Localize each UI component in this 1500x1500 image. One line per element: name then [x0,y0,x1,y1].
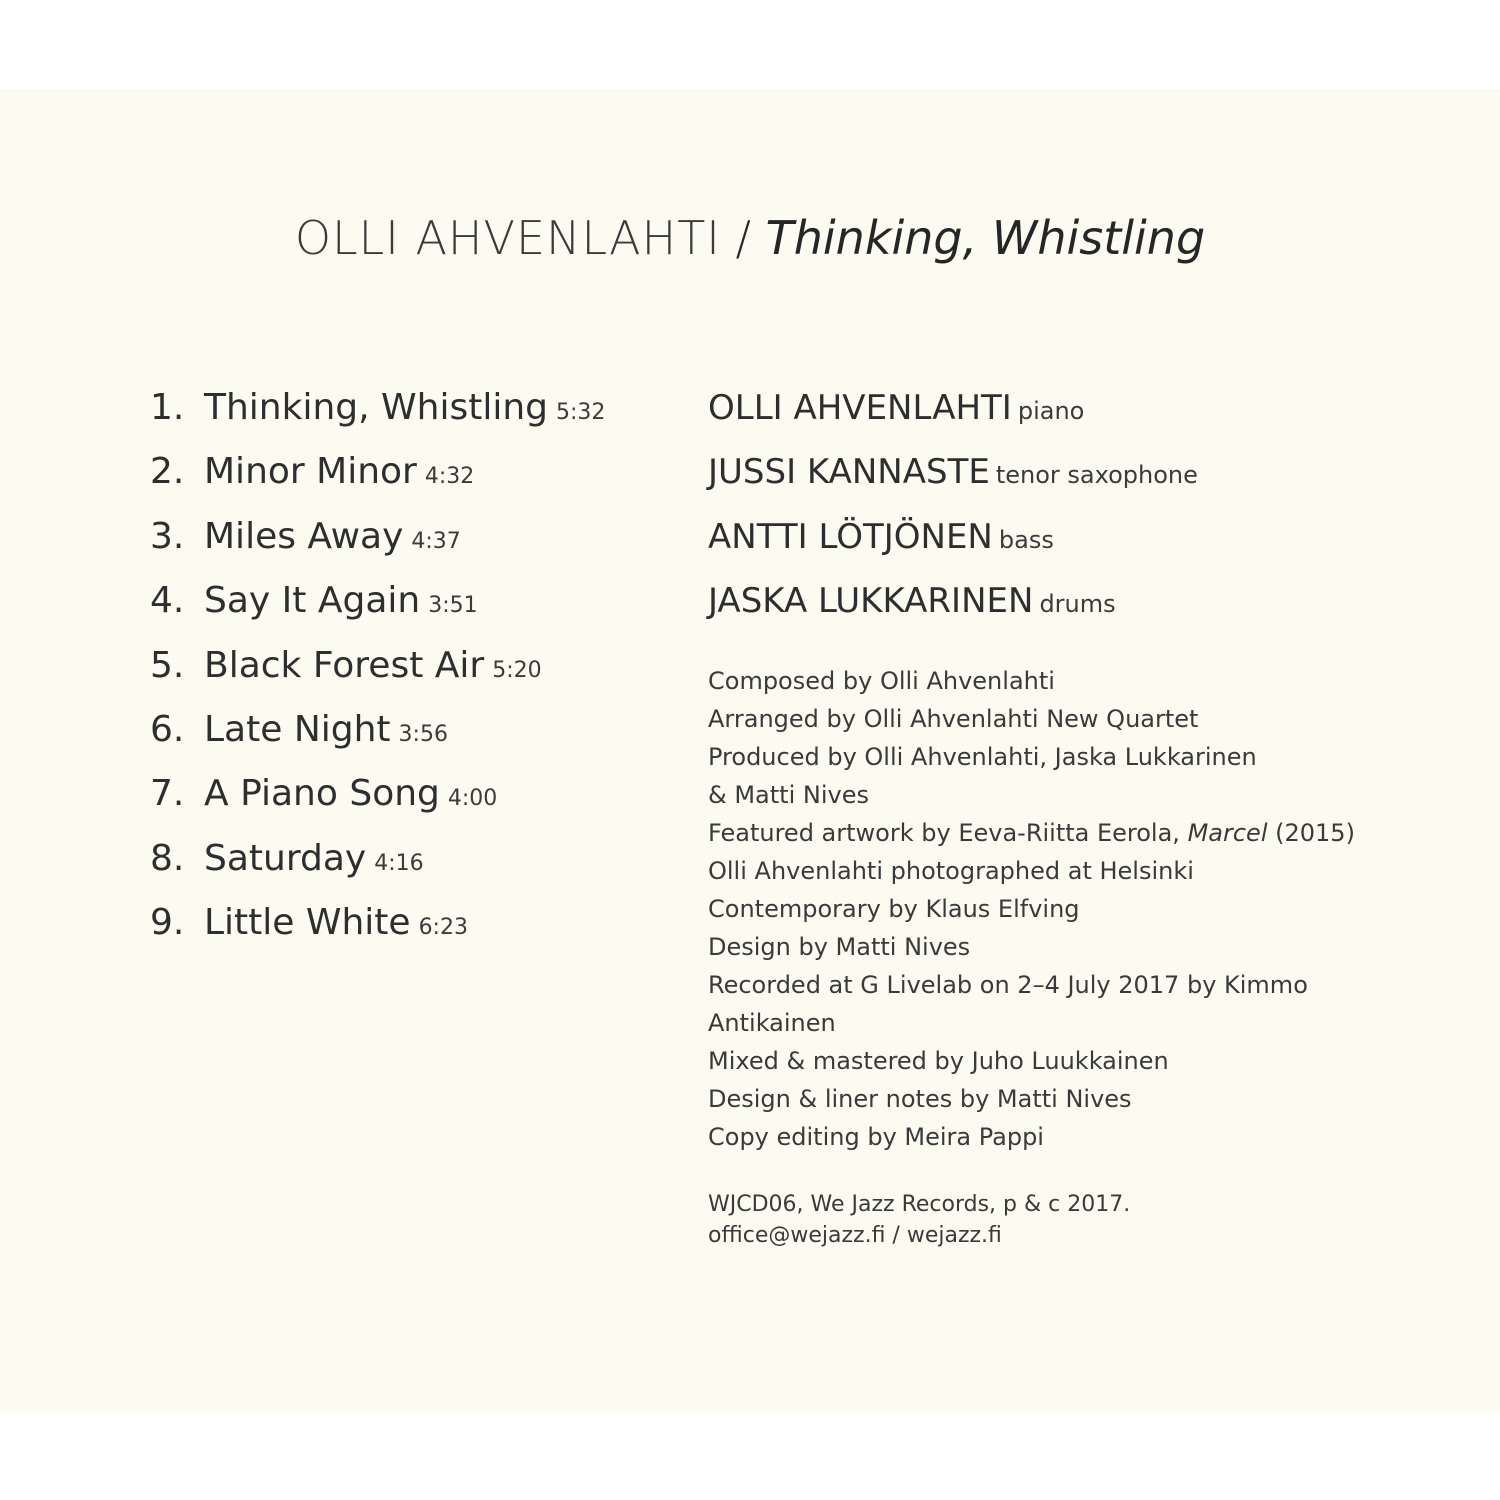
track-number: 2. [150,451,185,493]
musician-item [708,444,1198,508]
track-name: Say It Again [204,580,421,622]
musician-instrument: drums [1039,590,1116,619]
track-number: 6. [150,708,185,750]
track-item [150,380,605,444]
musician-item [708,573,1198,637]
track-name: A Piano Song [204,773,440,815]
credits-list [708,662,1355,1156]
credit-recorded: Recorded at G Livelab on 2–4 July 2017 by Kimmo [708,971,1308,999]
track-duration: 4:00 [447,786,498,812]
track-duration: 4:32 [424,464,475,490]
track-number: 5. [150,644,185,686]
title-album: Thinking, Whistling [765,211,1206,265]
credit-produced-continued: & Matti Nives [708,781,869,809]
credit-liner-notes: Design & liner notes by Matti Nives [708,1085,1132,1113]
track-duration: 3:51 [428,593,478,619]
musician-name: OLLI AHVENLAHTI [708,388,1012,428]
musician-item [708,380,1198,444]
title-artist: OLLI AHVENLAHTI [294,211,721,265]
credit-copy-editing: Copy editing by Meira Pappi [708,1123,1044,1151]
credit-composed: Composed by Olli Ahvenlahti [708,667,1055,695]
credit-artwork-title: Marcel [1187,819,1268,847]
track-name: Minor Minor [204,451,417,493]
track-item [150,702,605,766]
musician-instrument: tenor saxophone [995,461,1198,490]
track-name: Late Night [204,708,391,750]
catalog-line: WJCD06, We Jazz Records, p & c 2017. [708,1192,1131,1217]
track-item [150,509,605,573]
credit-produced: Produced by Olli Ahvenlahti, Jaska Lukkarinen [708,743,1257,771]
track-duration: 4:37 [411,528,461,554]
album-title [0,208,1500,268]
track-name: Thinking, Whistling [204,387,548,428]
credit-artwork-suffix: (2015) [1267,819,1355,847]
credit-photo: Olli Ahvenlahti photographed at Helsinki [708,857,1194,885]
track-duration: 3:56 [398,721,448,747]
track-item [150,573,605,637]
track-item [150,831,605,895]
track-number: 7. [150,773,185,815]
credit-design: Design by Matti Nives [708,933,971,961]
track-number: 1. [150,387,185,428]
track-name: Black Forest Air [204,644,485,686]
track-duration: 4:16 [374,850,424,876]
musician-instrument: bass [998,525,1054,554]
musician-name: JUSSI KANNASTE [708,452,990,493]
credit-mixed: Mixed & mastered by Juho Luukkainen [708,1047,1169,1075]
credit-artwork-prefix: Featured artwork by Eeva-Riitta Eerola, [708,819,1188,847]
title-separator: / [735,211,751,265]
track-number: 3. [150,515,185,557]
track-number: 8. [150,837,185,879]
track-duration: 6:23 [418,915,468,941]
label-info [708,1189,1130,1251]
track-name: Miles Away [204,515,404,557]
track-list [150,380,605,960]
track-duration: 5:32 [556,400,606,425]
credit-recorded-continued: Antikainen [708,1009,836,1037]
musician-list [708,380,1198,638]
musician-name: JASKA LUKKARINEN [708,581,1034,622]
track-item [150,895,605,959]
track-number: 9. [150,902,185,944]
credit-artwork [708,814,1355,852]
track-item [150,766,605,830]
track-name: Saturday [204,837,367,879]
musician-instrument: piano [1017,397,1085,425]
track-item [150,444,605,508]
track-name: Little White [204,902,411,944]
track-duration: 5:20 [492,657,542,683]
credit-arranged: Arranged by Olli Ahvenlahti New Quartet [708,705,1199,733]
track-item [150,638,605,702]
contact-line: office@wejazz.fi / wejazz.fi [708,1223,1002,1248]
musician-name: ANTTI LÖTJÖNEN [708,516,993,557]
credit-photo-continued: Contemporary by Klaus Elfving [708,895,1080,923]
track-number: 4. [150,580,185,622]
musician-item [708,509,1198,573]
